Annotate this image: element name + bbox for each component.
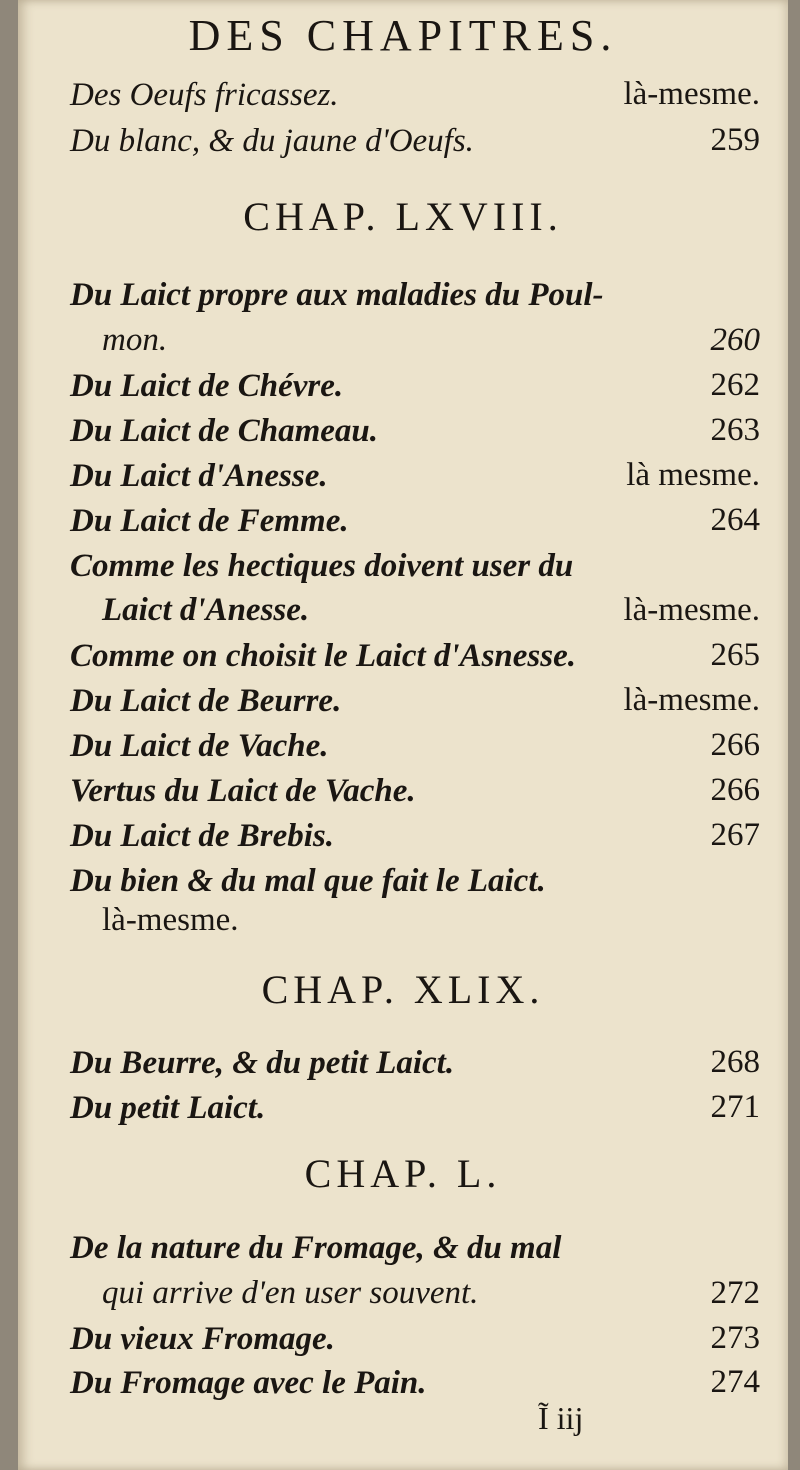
signature-mark: Ĩ iij [538,1400,584,1436]
toc-entry [70,768,760,812]
entry-page: là-mesme. [623,76,760,112]
entry-page: 263 [710,412,760,448]
entry-page: 268 [710,1044,760,1080]
toc-entry [70,723,760,767]
entry-title: Du Laict de Femme. [70,503,349,539]
entry-title: qui arrive d'en user souvent. [102,1275,479,1311]
entry-title: Du Fromage avec le Pain. [70,1365,427,1401]
entry-page: 267 [710,817,760,853]
toc-entry [70,72,760,116]
entry-page: 262 [710,367,760,403]
entry-page: là-mesme. [623,682,760,718]
entry-title: Du bien & du mal que fait le Laict. [70,863,546,899]
toc-entry [70,858,760,902]
toc-entry [70,633,760,677]
chapter-heading: CHAP. LXVIII. [243,194,563,239]
entry-title: Du blanc, & du jaune d'Oeufs. [70,123,474,159]
entry-title: mon. [102,322,168,358]
entry-title: Du vieux Fromage. [70,1321,335,1357]
toc-entry [70,1360,760,1404]
entry-page: 271 [710,1089,760,1125]
entry-title: Comme on choisit le Laict d'Asnesse. [70,638,577,674]
book-page [18,0,788,1470]
toc-entry [70,1316,760,1360]
entry-title: Du Laict de Chévre. [70,368,344,404]
entry-title: Laict d'Anesse. [102,592,310,628]
entry-title: Vertus du Laict de Vache. [70,773,416,809]
toc-entry [70,678,760,722]
toc-entry [70,813,760,857]
toc-entry [70,498,760,542]
entry-title: Du Laict de Vache. [70,728,329,764]
entry-page: 274 [710,1364,760,1400]
entry-title: Du Laict propre aux maladies du Poul- [70,277,604,313]
toc-entry-continued [102,588,760,632]
toc-entry [70,453,760,497]
toc-entry-continued [102,898,402,942]
toc-entry [70,1225,760,1269]
toc-entry [70,363,760,407]
entry-page: 266 [710,772,760,808]
entry-page: 266 [710,727,760,763]
entry-page: 265 [710,637,760,673]
toc-entry-continued [102,318,760,362]
entry-page: là-mesme. [102,902,239,938]
entry-title: Comme les hectiques doivent user du [70,548,574,584]
entry-page: 259 [710,122,760,158]
entry-page: 260 [710,322,760,358]
entry-page: 264 [710,502,760,538]
entry-page: là mesme. [626,457,760,493]
entry-title: Du Laict de Brebis. [70,818,334,854]
chapter-heading: CHAP. XLIX. [261,967,545,1012]
toc-entry [70,118,760,162]
entry-title: Des Oeufs fricassez. [70,77,339,113]
toc-entry [70,1040,760,1084]
entry-title: Du petit Laict. [70,1090,266,1126]
entry-title: Du Laict de Beurre. [70,683,342,719]
entry-page: là-mesme. [623,592,760,628]
toc-entry [70,408,760,452]
entry-title: De la nature du Fromage, & du mal [70,1230,562,1266]
entry-title: Du Laict de Chameau. [70,413,379,449]
entry-title: Du Laict d'Anesse. [70,458,328,494]
entry-page: 272 [710,1275,760,1311]
toc-entry-continued [102,1271,760,1315]
toc-entry [70,543,760,587]
toc-entry [70,1085,760,1129]
running-head: DES CHAPITRES. [188,11,618,60]
toc-entry [70,272,760,316]
entry-page: 273 [710,1320,760,1356]
entry-title: Du Beurre, & du petit Laict. [70,1045,455,1081]
chapter-heading: CHAP. L. [304,1151,502,1196]
